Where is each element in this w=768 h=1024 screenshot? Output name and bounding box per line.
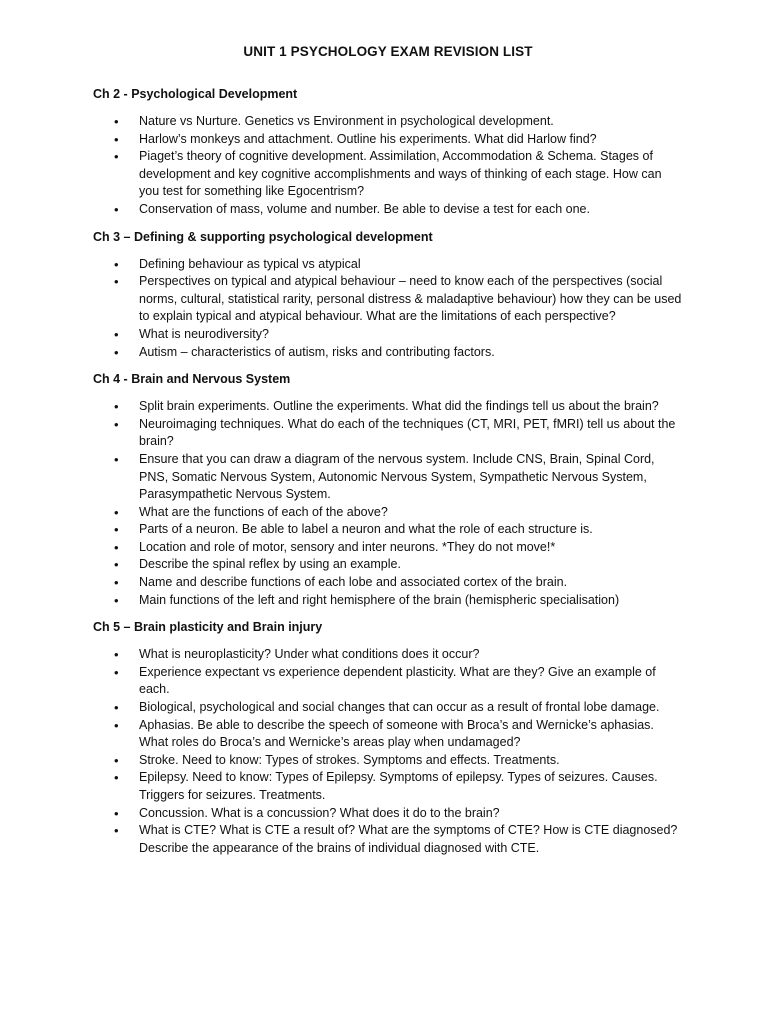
list-item: • Autism – characteristics of autism, risks and contributing factors. bbox=[93, 344, 683, 362]
list-item: • Location and role of motor, sensory and inter neurons. *They do not move!* bbox=[93, 539, 683, 557]
section bbox=[93, 370, 683, 609]
list-item: • Parts of a neuron. Be able to label a neuron and what the role of each structure is. bbox=[93, 521, 683, 539]
list-item: • Piaget’s theory of cognitive development. Assimilation, Accommodation & Schema. Stages of development and key cognitive accomplishments and ways of thinking of each stage. How can you test for something like Egocentrism? bbox=[93, 148, 683, 201]
list-item: • Epilepsy. Need to know: Types of Epilepsy. Symptoms of epilepsy. Types of seizures. Causes. Triggers for seizures. Treatments. bbox=[93, 769, 683, 804]
list-item: • What is neurodiversity? bbox=[93, 326, 683, 344]
section-heading: Ch 5 – Brain plasticity and Brain injury bbox=[93, 620, 323, 635]
bullet-list bbox=[93, 256, 683, 362]
list-item: • What are the functions of each of the above? bbox=[93, 504, 683, 522]
list-item: • What is CTE? What is CTE a result of? What are the symptoms of CTE? How is CTE diagnosed? Describe the appearance of the brains of individual diagnosed with CTE. bbox=[93, 822, 683, 857]
list-item: • Concussion. What is a concussion? What does it do to the brain? bbox=[93, 805, 683, 823]
document-page bbox=[93, 40, 683, 866]
list-item: • What is neuroplasticity? Under what conditions does it occur? bbox=[93, 646, 683, 664]
list-item: • Perspectives on typical and atypical behaviour – need to know each of the perspectives (social norms, cultural, statistical rarity, personal distress & maladaptive behaviour) how they can be used to explain typical and atypical behaviour. What are the limitations of each perspective? bbox=[93, 273, 683, 326]
section-heading: Ch 2 - Psychological Development bbox=[93, 87, 298, 101]
list-item: • Nature vs Nurture. Genetics vs Environment in psychological development. bbox=[93, 113, 683, 131]
document-title: UNIT 1 PSYCHOLOGY EXAM REVISION LIST bbox=[243, 44, 533, 59]
list-item: • Main functions of the left and right hemisphere of the brain (hemispheric specialisation) bbox=[93, 592, 683, 610]
list-item: • Ensure that you can draw a diagram of the nervous system. Include CNS, Brain, Spinal Cord, PNS, Somatic Nervous System, Autonomic Nervous System, Sympathetic Nervous System, Parasympathetic Nervous System. bbox=[93, 451, 683, 504]
list-item: • Aphasias. Be able to describe the speech of someone with Broca’s and Wernicke’s aphasias. What roles do Broca’s and Wernicke’s areas play when undamaged? bbox=[93, 717, 683, 752]
sections-container bbox=[93, 85, 683, 857]
list-item: • Harlow’s monkeys and attachment. Outline his experiments. What did Harlow find? bbox=[93, 131, 683, 149]
bullet-list bbox=[93, 646, 683, 857]
list-item: • Stroke. Need to know: Types of strokes. Symptoms and effects. Treatments. bbox=[93, 752, 683, 770]
list-item: • Biological, psychological and social changes that can occur as a result of frontal lobe damage. bbox=[93, 699, 683, 717]
list-item: • Describe the spinal reflex by using an example. bbox=[93, 556, 683, 574]
list-item: • Name and describe functions of each lobe and associated cortex of the brain. bbox=[93, 574, 683, 592]
bullet-list bbox=[93, 113, 683, 219]
section bbox=[93, 85, 683, 219]
section-heading: Ch 3 – Defining & supporting psychological development bbox=[93, 229, 433, 244]
list-item: • Neuroimaging techniques. What do each of the techniques (CT, MRI, PET, fMRI) tell us about the brain? bbox=[93, 416, 683, 451]
list-item: • Defining behaviour as typical vs atypical bbox=[93, 256, 683, 274]
list-item: • Conservation of mass, volume and number. Be able to devise a test for each one. bbox=[93, 201, 683, 219]
bullet-list bbox=[93, 398, 683, 609]
section bbox=[93, 228, 683, 362]
list-item: • Experience expectant vs experience dependent plasticity. What are they? Give an example of each. bbox=[93, 664, 683, 699]
section bbox=[93, 618, 683, 857]
section-heading: Ch 4 - Brain and Nervous System bbox=[93, 372, 291, 387]
list-item: • Split brain experiments. Outline the experiments. What did the findings tell us about the brain? bbox=[93, 398, 683, 416]
